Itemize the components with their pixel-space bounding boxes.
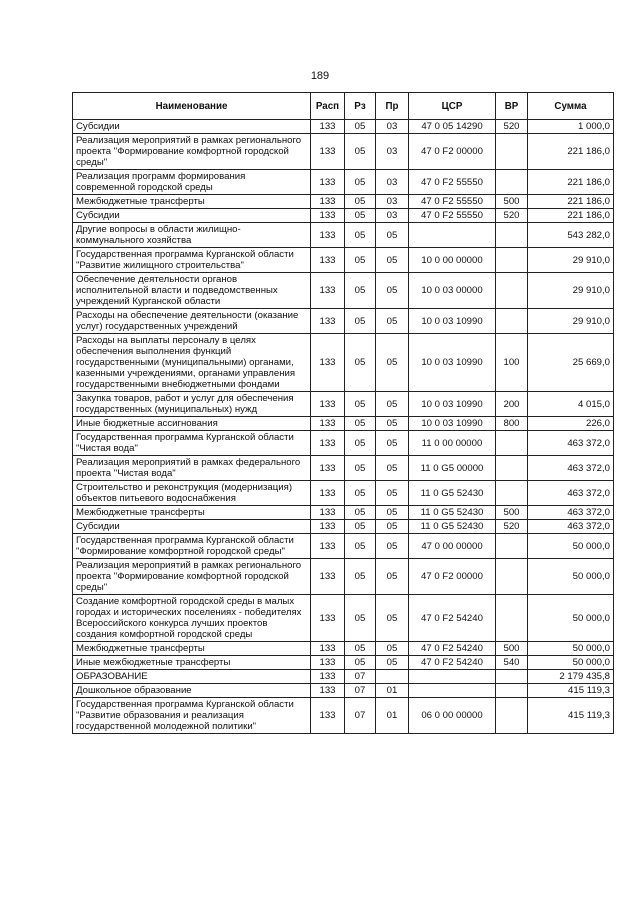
row-sum: 221 186,0 <box>528 170 614 195</box>
table-row <box>73 417 614 431</box>
row-rz: 05 <box>345 273 376 309</box>
row-rz: 05 <box>345 506 376 520</box>
row-pr <box>376 670 409 684</box>
row-pr: 05 <box>376 481 409 506</box>
row-rasp: 133 <box>311 392 345 417</box>
row-vr <box>496 170 528 195</box>
row-rasp: 133 <box>311 417 345 431</box>
row-pr: 03 <box>376 120 409 134</box>
table-row <box>73 134 614 170</box>
row-csr: 11 0 G5 52430 <box>409 506 496 520</box>
row-vr: 500 <box>496 642 528 656</box>
row-name: Субсидии <box>73 209 311 223</box>
row-csr: 11 0 G5 00000 <box>409 456 496 481</box>
row-sum: 463 372,0 <box>528 456 614 481</box>
table-row <box>73 670 614 684</box>
row-rasp: 133 <box>311 506 345 520</box>
row-rz: 05 <box>345 456 376 481</box>
row-rasp: 133 <box>311 698 345 734</box>
row-csr: 10 0 03 10990 <box>409 334 496 392</box>
row-rz: 05 <box>345 170 376 195</box>
row-vr <box>496 698 528 734</box>
row-sum: 50 000,0 <box>528 534 614 559</box>
row-vr <box>496 223 528 248</box>
row-rz: 05 <box>345 223 376 248</box>
table-row <box>73 120 614 134</box>
row-rz: 05 <box>345 559 376 595</box>
row-rz: 05 <box>345 209 376 223</box>
row-vr <box>496 431 528 456</box>
row-csr: 47 0 F2 00000 <box>409 134 496 170</box>
table-row <box>73 431 614 456</box>
row-sum: 221 186,0 <box>528 134 614 170</box>
row-name: Закупка товаров, работ и услуг для обеспечения государственных (муниципальных) нужд <box>73 392 311 417</box>
row-csr: 10 0 03 00000 <box>409 273 496 309</box>
row-rasp: 133 <box>311 684 345 698</box>
row-rasp: 133 <box>311 209 345 223</box>
table-row <box>73 273 614 309</box>
row-csr: 47 0 05 14290 <box>409 120 496 134</box>
row-csr: 47 0 00 00000 <box>409 534 496 559</box>
row-csr: 06 0 00 00000 <box>409 698 496 734</box>
header-name: Наименование <box>73 93 311 120</box>
row-pr: 05 <box>376 309 409 334</box>
table-row <box>73 684 614 698</box>
row-pr: 05 <box>376 559 409 595</box>
table-row <box>73 170 614 195</box>
row-pr: 03 <box>376 170 409 195</box>
row-csr: 47 0 F2 55550 <box>409 170 496 195</box>
row-rasp: 133 <box>311 595 345 642</box>
row-rasp: 133 <box>311 670 345 684</box>
row-pr: 05 <box>376 273 409 309</box>
table-header-row <box>73 93 614 120</box>
row-name: Государственная программа Курганской области "Развитие жилищного строительства" <box>73 248 311 273</box>
row-pr: 05 <box>376 642 409 656</box>
page-number: 189 <box>310 70 330 82</box>
row-pr: 03 <box>376 134 409 170</box>
row-pr: 05 <box>376 520 409 534</box>
table-row <box>73 195 614 209</box>
row-vr <box>496 595 528 642</box>
row-vr: 540 <box>496 656 528 670</box>
row-sum: 50 000,0 <box>528 559 614 595</box>
row-vr <box>496 670 528 684</box>
row-pr: 05 <box>376 595 409 642</box>
row-sum: 4 015,0 <box>528 392 614 417</box>
row-vr <box>496 273 528 309</box>
table-row <box>73 209 614 223</box>
row-csr: 47 0 F2 55550 <box>409 209 496 223</box>
table-row <box>73 506 614 520</box>
header-pr: Пр <box>376 93 409 120</box>
row-name: Дошкольное образование <box>73 684 311 698</box>
row-rasp: 133 <box>311 642 345 656</box>
row-rasp: 133 <box>311 273 345 309</box>
row-vr: 500 <box>496 506 528 520</box>
row-sum: 2 179 435,8 <box>528 670 614 684</box>
row-vr <box>496 559 528 595</box>
row-rasp: 133 <box>311 309 345 334</box>
row-name: Межбюджетные трансферты <box>73 195 311 209</box>
row-csr: 47 0 F2 00000 <box>409 559 496 595</box>
table-row <box>73 392 614 417</box>
row-rasp: 133 <box>311 195 345 209</box>
budget-table <box>72 92 614 734</box>
row-sum: 463 372,0 <box>528 506 614 520</box>
row-name: Обеспечение деятельности органов исполнительной власти и подведомственных учреждений Курганской области <box>73 273 311 309</box>
row-vr <box>496 134 528 170</box>
row-name: Реализация мероприятий в рамках федерального проекта "Чистая вода" <box>73 456 311 481</box>
row-sum: 50 000,0 <box>528 595 614 642</box>
row-csr: 10 0 00 00000 <box>409 248 496 273</box>
row-pr: 05 <box>376 431 409 456</box>
row-sum: 463 372,0 <box>528 481 614 506</box>
row-vr: 520 <box>496 520 528 534</box>
row-vr <box>496 248 528 273</box>
row-sum: 226,0 <box>528 417 614 431</box>
row-rz: 05 <box>345 595 376 642</box>
row-csr: 47 0 F2 55550 <box>409 195 496 209</box>
row-pr: 05 <box>376 334 409 392</box>
row-pr: 05 <box>376 417 409 431</box>
table-row <box>73 698 614 734</box>
row-rz: 05 <box>345 656 376 670</box>
row-name: Государственная программа Курганской области "Развитие образования и реализация государственной молодежной политики" <box>73 698 311 734</box>
row-rasp: 133 <box>311 334 345 392</box>
row-csr: 11 0 00 00000 <box>409 431 496 456</box>
row-sum: 25 669,0 <box>528 334 614 392</box>
row-rasp: 133 <box>311 170 345 195</box>
row-rz: 05 <box>345 431 376 456</box>
row-name: ОБРАЗОВАНИЕ <box>73 670 311 684</box>
row-rz: 07 <box>345 684 376 698</box>
row-vr <box>496 309 528 334</box>
row-csr: 10 0 03 10990 <box>409 309 496 334</box>
row-name: Реализация мероприятий в рамках регионального проекта "Формирование комфортной городской среды" <box>73 559 311 595</box>
row-rz: 05 <box>345 481 376 506</box>
row-rz: 05 <box>345 120 376 134</box>
row-pr: 05 <box>376 656 409 670</box>
row-rz: 05 <box>345 309 376 334</box>
row-csr: 11 0 G5 52430 <box>409 481 496 506</box>
row-name: Расходы на обеспечение деятельности (оказание услуг) государственных учреждений <box>73 309 311 334</box>
row-name: Другие вопросы в области жилищно-коммунального хозяйства <box>73 223 311 248</box>
table-row <box>73 642 614 656</box>
row-pr: 05 <box>376 456 409 481</box>
row-csr: 47 0 F2 54240 <box>409 595 496 642</box>
row-rasp: 133 <box>311 431 345 456</box>
row-pr: 05 <box>376 223 409 248</box>
row-csr: 10 0 03 10990 <box>409 417 496 431</box>
row-sum: 415 119,3 <box>528 684 614 698</box>
header-csr: ЦСР <box>409 93 496 120</box>
row-name: Государственная программа Курганской области "Чистая вода" <box>73 431 311 456</box>
row-pr: 01 <box>376 684 409 698</box>
row-rz: 07 <box>345 698 376 734</box>
row-pr: 05 <box>376 392 409 417</box>
row-vr <box>496 534 528 559</box>
table-row <box>73 656 614 670</box>
row-sum: 29 910,0 <box>528 309 614 334</box>
row-rz: 05 <box>345 417 376 431</box>
header-sum: Сумма <box>528 93 614 120</box>
row-pr: 01 <box>376 698 409 734</box>
row-rz: 05 <box>345 134 376 170</box>
row-pr: 05 <box>376 506 409 520</box>
header-vr: ВР <box>496 93 528 120</box>
table-row <box>73 223 614 248</box>
row-name: Межбюджетные трансферты <box>73 642 311 656</box>
row-rz: 05 <box>345 195 376 209</box>
row-vr <box>496 684 528 698</box>
row-vr: 520 <box>496 209 528 223</box>
row-name: Расходы на выплаты персоналу в целях обеспечения выполнения функций государственными (муниципальными) органами, казенными учреждениями, органами управления государственными внебюджетными фондами <box>73 334 311 392</box>
table-row <box>73 559 614 595</box>
row-sum: 221 186,0 <box>528 209 614 223</box>
row-rasp: 133 <box>311 120 345 134</box>
row-rasp: 133 <box>311 456 345 481</box>
row-sum: 415 119,3 <box>528 698 614 734</box>
row-csr <box>409 684 496 698</box>
row-rz: 05 <box>345 520 376 534</box>
row-rasp: 133 <box>311 248 345 273</box>
row-rasp: 133 <box>311 656 345 670</box>
row-name: Субсидии <box>73 120 311 134</box>
table-row <box>73 595 614 642</box>
row-rasp: 133 <box>311 534 345 559</box>
row-sum: 543 282,0 <box>528 223 614 248</box>
row-vr <box>496 456 528 481</box>
row-vr: 200 <box>496 392 528 417</box>
row-pr: 03 <box>376 209 409 223</box>
header-rasp: Расп <box>311 93 345 120</box>
row-sum: 463 372,0 <box>528 520 614 534</box>
row-name: Создание комфортной городской среды в малых городах и исторических поселениях - победителях Всероссийского конкурса лучших проектов создания комфортной городской среды <box>73 595 311 642</box>
row-rasp: 133 <box>311 559 345 595</box>
row-sum: 29 910,0 <box>528 273 614 309</box>
row-csr: 10 0 03 10990 <box>409 392 496 417</box>
header-rz: Рз <box>345 93 376 120</box>
table-row <box>73 481 614 506</box>
row-vr: 800 <box>496 417 528 431</box>
row-pr: 05 <box>376 248 409 273</box>
row-rz: 05 <box>345 392 376 417</box>
row-sum: 1 000,0 <box>528 120 614 134</box>
row-name: Иные межбюджетные трансферты <box>73 656 311 670</box>
row-rasp: 133 <box>311 481 345 506</box>
row-rasp: 133 <box>311 520 345 534</box>
row-rasp: 133 <box>311 223 345 248</box>
row-vr: 500 <box>496 195 528 209</box>
row-name: Государственная программа Курганской области "Формирование комфортной городской среды" <box>73 534 311 559</box>
table-row <box>73 309 614 334</box>
table-row <box>73 534 614 559</box>
row-name: Иные бюджетные ассигнования <box>73 417 311 431</box>
row-name: Межбюджетные трансферты <box>73 506 311 520</box>
row-vr: 100 <box>496 334 528 392</box>
row-rz: 07 <box>345 670 376 684</box>
row-name: Реализация мероприятий в рамках регионального проекта "Формирование комфортной городской среды" <box>73 134 311 170</box>
row-csr: 11 0 G5 52430 <box>409 520 496 534</box>
row-sum: 29 910,0 <box>528 248 614 273</box>
table-row <box>73 248 614 273</box>
row-rz: 05 <box>345 642 376 656</box>
row-name: Реализация программ формирования современной городской среды <box>73 170 311 195</box>
table-row <box>73 334 614 392</box>
row-rasp: 133 <box>311 134 345 170</box>
row-sum: 50 000,0 <box>528 656 614 670</box>
row-csr: 47 0 F2 54240 <box>409 642 496 656</box>
row-sum: 463 372,0 <box>528 431 614 456</box>
row-vr <box>496 481 528 506</box>
row-rz: 05 <box>345 248 376 273</box>
table-row <box>73 520 614 534</box>
row-name: Субсидии <box>73 520 311 534</box>
table-row <box>73 456 614 481</box>
row-csr <box>409 670 496 684</box>
row-name: Строительство и реконструкция (модернизация) объектов питьевого водоснабжения <box>73 481 311 506</box>
row-rz: 05 <box>345 534 376 559</box>
row-vr: 520 <box>496 120 528 134</box>
row-rz: 05 <box>345 334 376 392</box>
row-pr: 05 <box>376 534 409 559</box>
row-csr: 47 0 F2 54240 <box>409 656 496 670</box>
row-pr: 03 <box>376 195 409 209</box>
row-sum: 50 000,0 <box>528 642 614 656</box>
row-csr <box>409 223 496 248</box>
row-sum: 221 186,0 <box>528 195 614 209</box>
